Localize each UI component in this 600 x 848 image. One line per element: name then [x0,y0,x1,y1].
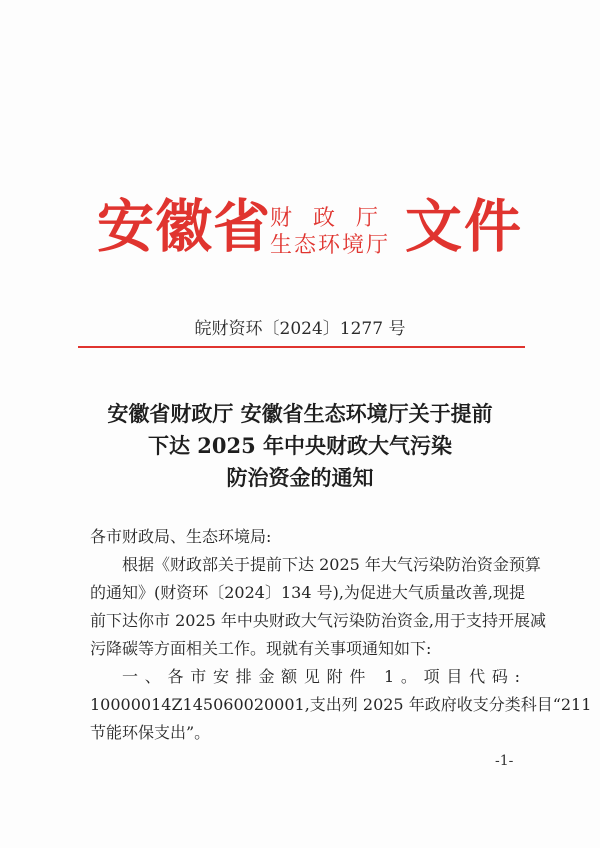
header-province: 安徽省 [97,193,271,260]
body-line: 根据《财政部关于提前下达 2025 年大气污染防治资金预算 [122,555,541,574]
body-line: 一、各市安排金额见附件 1。项目代码: [122,667,520,686]
document-number: 皖财资环〔2024〕1277 号 [194,319,406,339]
header-departments [270,205,400,259]
header-dept-finance: 财政厅 [270,206,400,231]
document-body [90,523,592,747]
header-dept-environment: 生态环境厅 [270,233,391,258]
page-number: -1- [495,753,514,769]
title-line: 防治资金的通知 [226,465,374,490]
body-line: 10000014Z145060020001,支出列 2025 年政府收支分类科目“211 [90,695,592,714]
body-line: 污降碳等方面相关工作。现就有关事项通知如下: [90,639,432,658]
salutation: 各市财政局、生态环境局: [90,527,272,546]
body-line: 的通知》(财资环〔2024〕134 号),为促进大气质量改善,现提 [90,583,526,602]
body-line: 节能环保支出”。 [90,723,211,742]
body-line: 前下达你市 2025 年中央财政大气污染防治资金,用于支持开展减 [90,611,546,630]
title-line: 安徽省财政厅 安徽省生态环境厅关于提前 [107,401,493,426]
header-divider [78,346,525,348]
header-doc-type: 文件 [405,193,523,260]
document-title [0,398,600,494]
title-line: 下达 2025 年中央财政大气污染 [147,433,453,458]
